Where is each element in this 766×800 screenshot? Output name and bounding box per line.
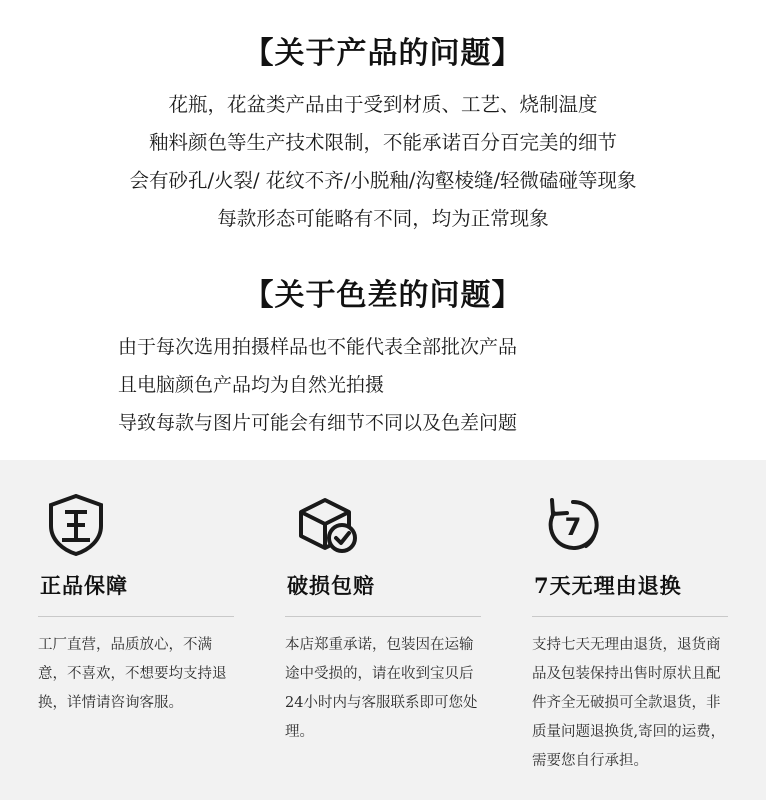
seven-day-return-icon <box>532 494 604 556</box>
guarantee-divider-2 <box>285 616 481 617</box>
guarantee-item-damage <box>271 494 495 800</box>
product-issues-line-3: 会有砂孔/火裂/ 花纹不齐/小脱釉/沟壑棱缝/轻微磕碰等现象 <box>129 169 637 193</box>
guarantee-divider-3 <box>532 616 728 617</box>
guarantee-title-authentic: 正品保障 <box>40 573 128 598</box>
color-issues-line-3: 导致每款与图片可能会有细节不同以及色差问题 <box>118 412 518 435</box>
shield-zheng-icon <box>38 494 104 556</box>
guarantee-title-damage: 破损包赔 <box>287 573 375 598</box>
info-block-product <box>0 22 766 238</box>
guarantee-item-return <box>518 494 742 800</box>
guarantee-desc-authentic: 工厂直营，品质放心，不满意，不喜欢，不想要均支持退换，详情请咨询客服。 <box>38 637 227 711</box>
svg-text:7: 7 <box>564 513 582 541</box>
product-issues-line-1: 花瓶，花盆类产品由于受到材质、工艺、烧制温度 <box>168 93 598 116</box>
color-issues-line-2: 且电脑颜色产品均为自然光拍摄 <box>118 374 385 397</box>
color-issues-heading: 【关于色差的问题】 <box>243 278 523 314</box>
guarantee-title-return: 7天无理由退换 <box>534 573 682 598</box>
product-issues-text <box>0 86 766 238</box>
guarantee-desc-return: 支持七天无理由退货，退货商品及包装保持出售时原状且配件齐全无破损可全款退货，非质量问题退换货,寄回的运费，需要您自行承担。 <box>532 637 726 769</box>
product-issues-line-4: 每款形态可能略有不同，均为正常现象 <box>217 207 549 231</box>
info-block-color <box>0 264 766 442</box>
guarantee-divider-1 <box>38 616 234 617</box>
box-check-icon <box>285 494 359 556</box>
color-issues-text <box>0 328 766 442</box>
product-issues-line-2: 釉料颜色等生产技术限制，不能承诺百分百完美的细节 <box>148 131 617 155</box>
guarantee-band <box>0 460 766 800</box>
product-issues-heading: 【关于产品的问题】 <box>243 36 523 71</box>
guarantee-desc-damage: 本店郑重承诺，包装因在运输途中受损的，请在收到宝贝后24小时内与客服联系即可您处理。 <box>285 637 478 740</box>
guarantee-item-authentic <box>24 494 248 800</box>
color-issues-line-1: 由于每次选用拍摄样品也不能代表全部批次产品 <box>118 336 518 359</box>
